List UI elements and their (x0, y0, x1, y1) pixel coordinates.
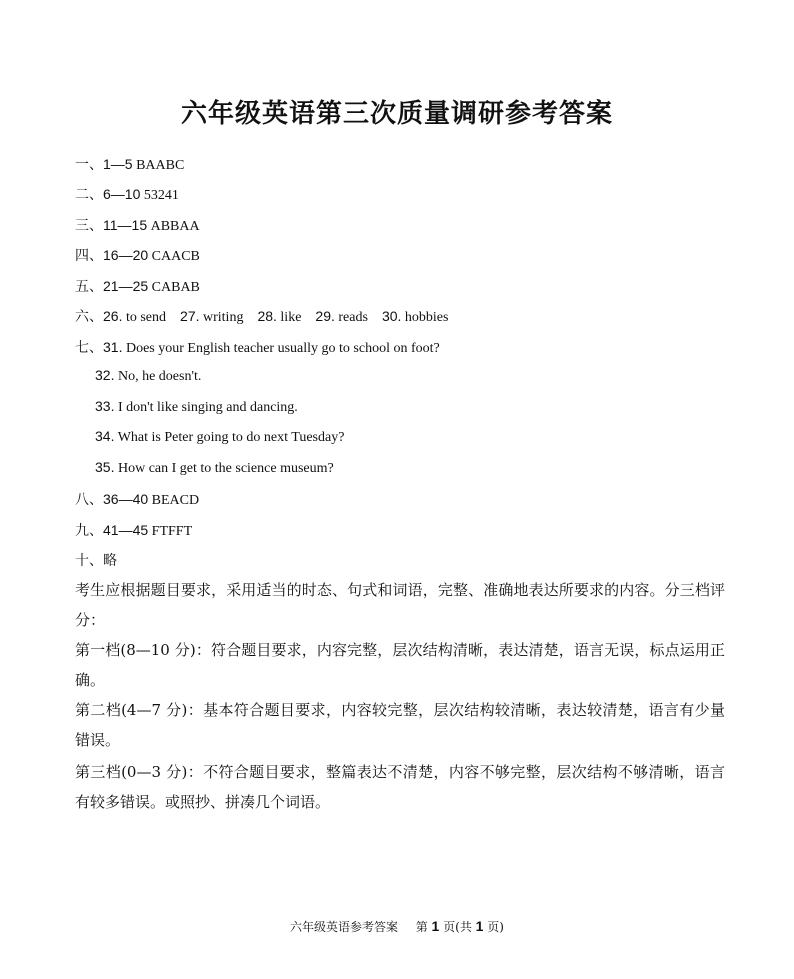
section-6 (75, 306, 448, 326)
section-label: 六、 (75, 310, 103, 325)
item-answer: What is Peter going to do next Tuesday? (117, 430, 345, 445)
question-range: 16—20 (103, 247, 149, 263)
footer-page-suffix: 页) (487, 920, 504, 934)
item-answer: How can I get to the science museum? (117, 461, 334, 476)
item-number: 28. (257, 308, 277, 324)
item-number: 29. (315, 308, 335, 324)
item-number: 35. (95, 459, 115, 475)
item-answer: writing (203, 310, 244, 325)
section-label: 八、 (75, 493, 103, 508)
item-answer: hobbies (404, 310, 449, 325)
section-3 (75, 215, 200, 235)
page-footer (0, 918, 794, 935)
item-number: 30. (381, 308, 402, 324)
question-range: 41—45 (103, 522, 149, 538)
section-label: 一、 (75, 158, 103, 173)
section-10 (75, 550, 117, 570)
answer-text: ABBAA (150, 219, 200, 234)
section-1 (75, 154, 184, 174)
answer-text: 略 (103, 554, 117, 569)
scoring-tier-2: 第二档(4—7 分)：基本符合题目要求，内容较完整，层次结构较清晰，表达较清楚，语言有少量错误。 (75, 701, 725, 749)
section-label: 二、 (75, 188, 103, 203)
list-item (95, 398, 298, 416)
section-5 (75, 276, 200, 296)
section-label: 七、 (75, 341, 103, 356)
item-answer: No, he doesn't. (117, 369, 202, 384)
section-8 (75, 489, 199, 509)
list-item (95, 459, 334, 477)
item-answer: like (280, 310, 302, 325)
footer-page-mid: 页(共 (443, 920, 472, 934)
footer-doc-title: 六年级英语参考答案 (290, 920, 399, 934)
item-answer: I don't like singing and dancing. (117, 400, 298, 415)
section-label: 十、 (75, 554, 103, 569)
item-answer: reads (338, 310, 368, 325)
item-number: 27. (180, 308, 200, 324)
item-number: 26. (103, 308, 123, 324)
answer-text: BEACD (151, 493, 200, 508)
section-label: 九、 (75, 524, 103, 539)
item-number: 33. (95, 398, 115, 414)
scoring-tier-3: 第三档(0—3 分)：不符合题目要求，整篇表达不清楚，内容不够完整，层次结构不够清晰，语言有较多错误。或照抄、拼凑几个词语。 (75, 763, 725, 811)
section-2 (75, 184, 179, 204)
item-answer: to send (125, 310, 167, 325)
question-range: 11—15 (103, 217, 148, 233)
answer-text: CAACB (151, 249, 200, 264)
list-item (95, 367, 201, 385)
question-range: 21—25 (103, 278, 149, 294)
answer-text: FTFFT (151, 524, 193, 539)
scoring-tier-1: 第一档(8—10 分)：符合题目要求，内容完整，层次结构清晰，表达清楚，语言无误，标点运用正确。 (75, 641, 725, 689)
answer-text: BAABC (136, 158, 185, 173)
footer-page-number: 1 (431, 918, 440, 934)
scoring-intro: 考生应根据题目要求，采用适当的时态、句式和词语，完整、准确地表达所要求的内容。分三档评分： (75, 581, 725, 629)
section-label: 五、 (75, 280, 103, 295)
item-number: 34. (95, 428, 115, 444)
footer-page-prefix: 第 (415, 920, 428, 934)
page-title: 六年级英语第三次质量调研参考答案 (180, 99, 613, 129)
item-number: 31. (103, 339, 123, 355)
list-item (95, 428, 344, 446)
section-label: 三、 (75, 219, 103, 234)
item-answer: Does your English teacher usually go to school on foot? (125, 341, 440, 356)
section-9 (75, 520, 192, 540)
section-7 (75, 337, 440, 357)
section-label: 四、 (75, 249, 103, 264)
item-number: 32. (95, 367, 115, 383)
question-range: 36—40 (103, 491, 149, 507)
section-4 (75, 245, 200, 265)
answer-text: 53241 (143, 188, 179, 203)
question-range: 1—5 (103, 156, 133, 172)
answer-text: CABAB (151, 280, 200, 295)
question-range: 6—10 (103, 186, 141, 202)
footer-total-pages: 1 (475, 918, 484, 934)
